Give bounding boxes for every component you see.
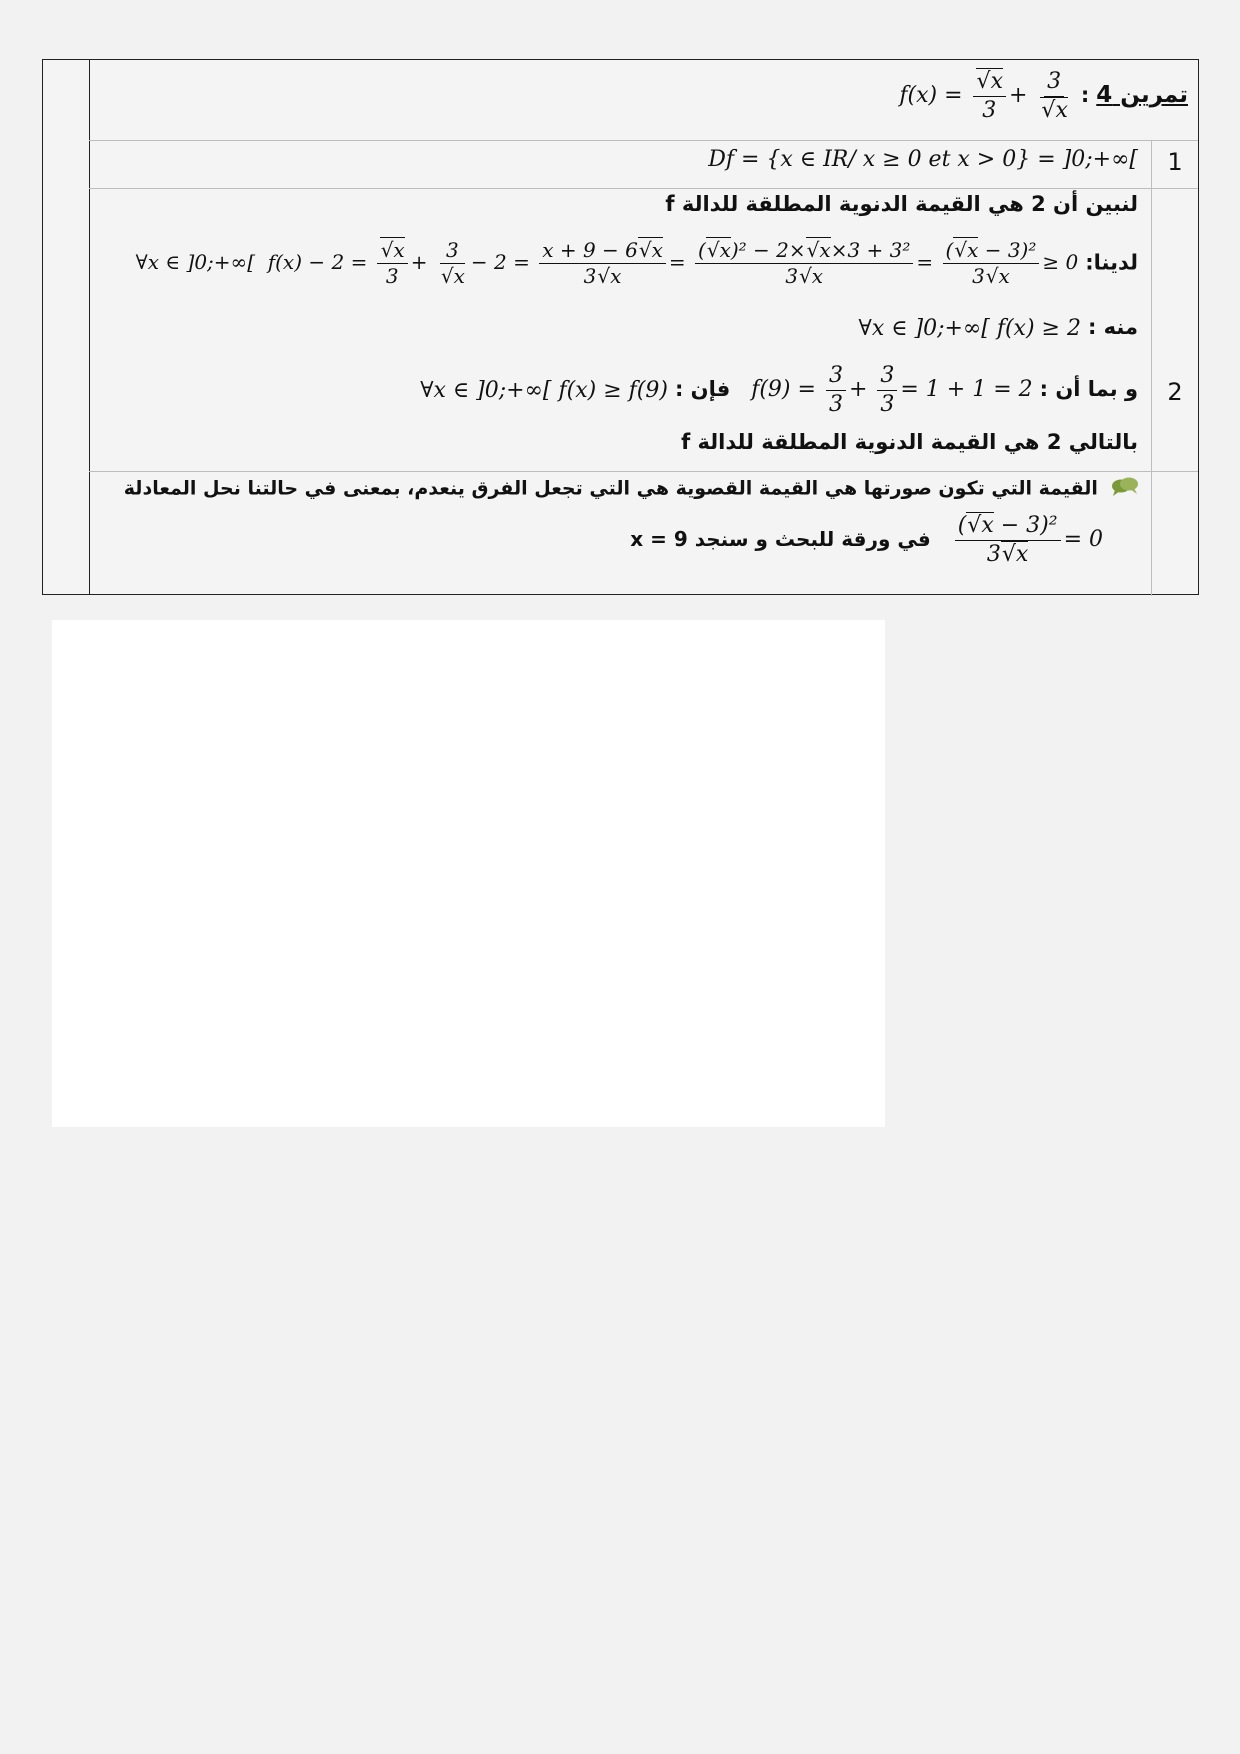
left-margin-column — [43, 60, 90, 594]
f9-computation: f(9) = $\frac{3}{3}$ + $\frac{3}{3}$ = 1 + 1 = 2 — [751, 363, 1033, 417]
row-divider — [89, 471, 1198, 472]
conclusion-line — [681, 430, 1138, 455]
domain-line — [708, 146, 1138, 172]
note-text: القيمة التي تكون صورتها هي القيمة القصوية هي التي تجعل الفرق ينعدم، بمعنى في حالتنا نحل المعادلة — [123, 477, 1098, 500]
speech-bubbles-icon — [1110, 476, 1140, 503]
row-number: 1 — [1167, 148, 1183, 176]
since-line — [420, 362, 1138, 418]
header-colon: : — [1080, 83, 1090, 107]
intro-text: لنبين أن 2 هي القيمة الدنوية المطلقة للدالة f — [665, 192, 1138, 216]
hence-formula: ∀x ∈ ]0;+∞[ f(x) ≥ 2 — [858, 315, 1081, 341]
row-divider — [89, 188, 1198, 189]
exercise-title: تمرين 4 — [1096, 82, 1188, 108]
note-equation-line — [630, 512, 1103, 568]
note-equation: $\frac{\text{(√x − 3)²}}{3√x}$ = 0 — [952, 512, 1103, 568]
domain-formula: Df = {x ∈ IR/ x ≥ 0 et x > 0} = ]0;+∞[ — [708, 146, 1138, 172]
inequality-derivation: ∀x ∈ ]0;+∞[ f(x) − 2 = $\frac{√x}{3}$ + $\frac{3}{√x}$ − 2 = $\frac{x + 9 - 6√x}{3√x}$ = $\frac{\text{(√x)² − 2×√x×3 + 3²}}{3√x}$ = $\frac{\text{(√x − 3)²}}{3√x}$ ≥ 0 — [135, 238, 1079, 288]
row-number: 2 — [1167, 378, 1183, 406]
then-label: فإن : — [674, 377, 731, 401]
row-divider — [89, 140, 1198, 141]
intro-line — [665, 192, 1138, 217]
hence-line — [859, 315, 1138, 341]
number-column — [1151, 140, 1198, 596]
exercise-table — [42, 59, 1199, 595]
we-have-line — [136, 238, 1138, 289]
note-result-text: في ورقة للبحث و سنجد x = 9 — [630, 527, 931, 551]
note-line — [124, 476, 1140, 503]
conclusion-text: بالتالي 2 هي القيمة الدنوية المطلقة للدالة f — [681, 430, 1138, 454]
since-label: و بما أن : — [1039, 377, 1138, 401]
we-have-label: لدينا: — [1085, 250, 1138, 275]
function-definition: f(x) = $\frac{√x}{3}$ + $\frac{3}{√x}$ — [899, 69, 1068, 123]
then-formula: ∀x ∈ ]0;+∞[ f(x) ≥ f(9) — [420, 377, 668, 403]
exercise-header — [899, 68, 1188, 124]
hence-label: منه : — [1087, 315, 1138, 339]
blank-panel — [52, 620, 885, 1127]
